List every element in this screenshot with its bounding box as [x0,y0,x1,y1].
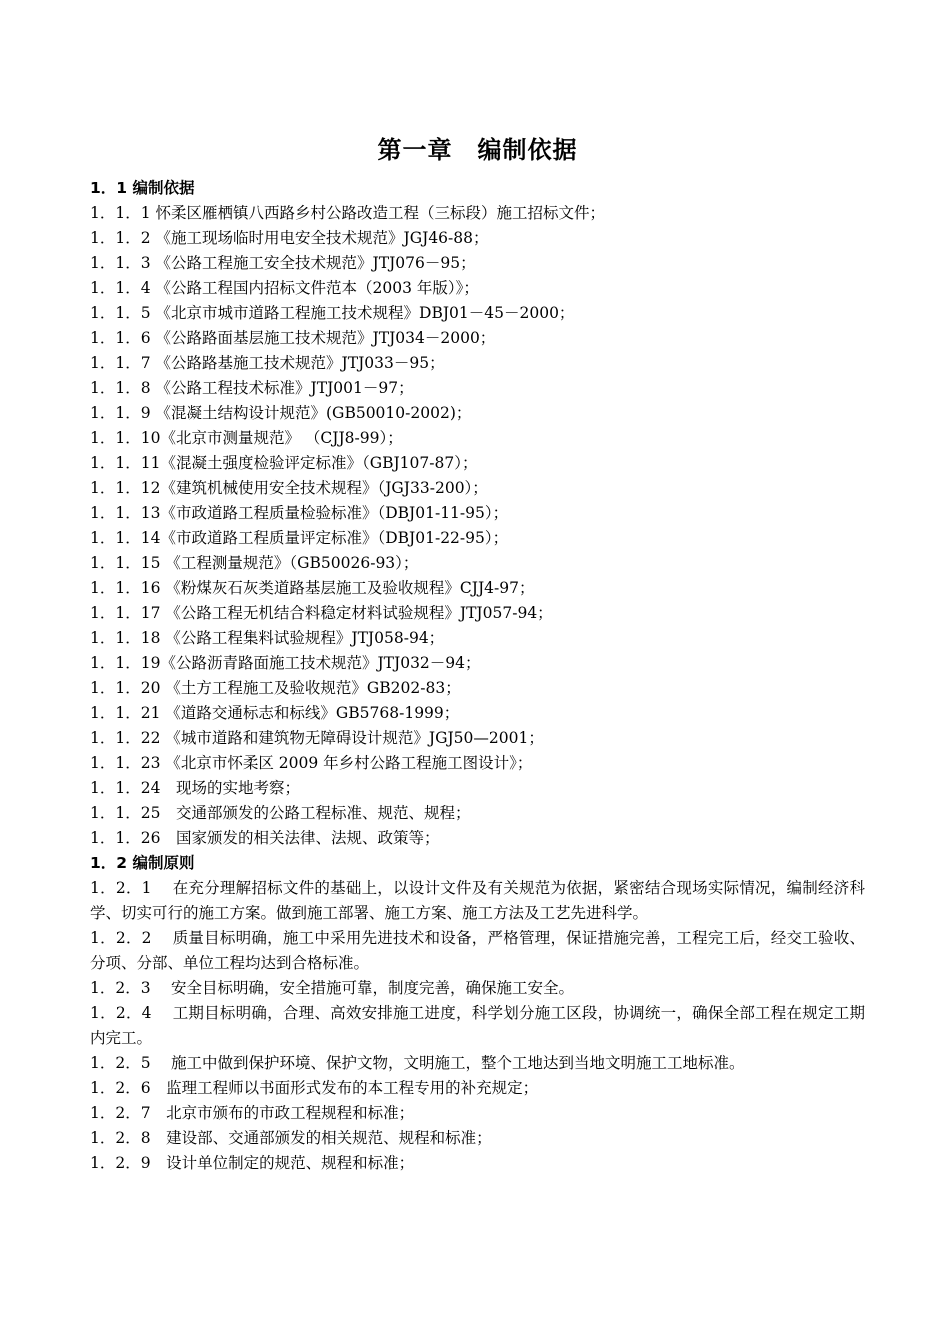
list-item: 1．1．11《混凝土强度检验评定标准》（GBJ107-87）； [90,454,478,472]
list-item: 1．1．14《市政道路工程质量评定标准》（DBJ01-22-95）； [90,529,509,547]
list-item: 1．1．18 《公路工程集料试验规程》JTJ058-94； [90,629,445,647]
list-item: 1．1．7 《公路路基施工技术规范》JTJ033－95； [90,354,445,372]
principle-paragraph: 1．2．3 安全目标明确，安全措施可靠，制度完善，确保施工安全。 [90,979,575,997]
list-item: 1．1．1 怀柔区雁栖镇八西路乡村公路改造工程（三标段）施工招标文件； [90,204,606,222]
principle-paragraph: 1．2．9 设计单位制定的规范、规程和标准； [90,1154,415,1172]
principle-paragraph: 1．2．8 建设部、交通部颁发的相关规范、规程和标准； [90,1129,492,1147]
list-item: 1．1．3 《公路工程施工安全技术规范》JTJ076－95； [90,254,476,272]
list-item: 1．1．5 《北京市城市道路工程施工技术规程》DBJ01－45－2000； [90,304,575,322]
document-page [90,130,865,1176]
list-item: 1．1．12《建筑机械使用安全技术规程》（JGJ33-200）； [90,479,488,497]
principle-paragraph: 1．2．2 质量目标明确，施工中采用先进技术和设备，严格管理，保证措施完善，工程完工后，经交工验收、分项、分部、单位工程均达到合格标准。 [90,929,865,972]
section-1-2-list [90,876,865,1176]
list-item: 1．1．8 《公路工程技术标准》JTJ001－97； [90,379,414,397]
principle-paragraph: 1．2．7 北京市颁布的市政工程规程和标准； [90,1104,415,1122]
list-item: 1．1．2 《施工现场临时用电安全技术规范》JGJ46-88； [90,229,489,247]
section-heading-1-2: 1．2 编制原则 [90,854,195,872]
chapter-title: 第一章 编制依据 [377,136,578,164]
list-item: 1．1．25 交通部颁发的公路工程标准、规范、规程； [90,804,471,822]
list-item: 1．1．4 《公路工程国内招标文件范本（2003 年版）》； [90,279,479,297]
principle-paragraph: 1．2．5 施工中做到保护环境、保护文物，文明施工，整个工地达到当地文明施工工地标准。 [90,1054,745,1072]
list-item: 1．1．9 《混凝土结构设计规范》(GB50010-2002)； [90,404,472,422]
section-heading-1-1: 1．1 编制依据 [90,179,195,197]
list-item: 1．1．13《市政道路工程质量检验标准》（DBJ01-11-95）； [90,504,509,522]
list-item: 1．1．23 《北京市怀柔区 2009 年乡村公路工程施工图设计》； [90,754,533,772]
list-item: 1．1．26 国家颁发的相关法律、法规、政策等； [90,829,440,847]
list-item: 1．1．24 现场的实地考察； [90,779,300,797]
list-item: 1．1．16 《粉煤灰石灰类道路基层施工及验收规程》CJJ4-97； [90,579,535,597]
list-item: 1．1．6 《公路路面基层施工技术规范》JTJ034－2000； [90,329,496,347]
principle-paragraph: 1．2．4 工期目标明确，合理、高效安排施工进度，科学划分施工区段，协调统一，确保全部工程在规定工期内完工。 [90,1004,865,1047]
principle-paragraph: 1．2．6 监理工程师以书面形式发布的本工程专用的补充规定； [90,1079,539,1097]
list-item: 1．1．10《北京市测量规范》 （CJJ8-99）； [90,429,403,447]
principle-paragraph: 1．2．1 在充分理解招标文件的基础上，以设计文件及有关规范为依据，紧密结合现场实际情况，编制经济科学、切实可行的施工方案。做到施工部署、施工方案、施工方法及工艺先进科学。 [90,879,865,922]
list-item: 1．1．19《公路沥青路面施工技术规范》JTJ032－94； [90,654,481,672]
list-item: 1．1．15 《工程测量规范》（GB50026-93）； [90,554,419,572]
list-item: 1．1．20 《土方工程施工及验收规范》GB202-83； [90,679,461,697]
list-item: 1．1．22 《城市道路和建筑物无障碍设计规范》JGJ50—2001； [90,729,544,747]
section-1-1-list [90,201,865,851]
list-item: 1．1．21 《道路交通标志和标线》GB5768-1999； [90,704,460,722]
list-item: 1．1．17 《公路工程无机结合料稳定材料试验规程》JTJ057-94； [90,604,553,622]
